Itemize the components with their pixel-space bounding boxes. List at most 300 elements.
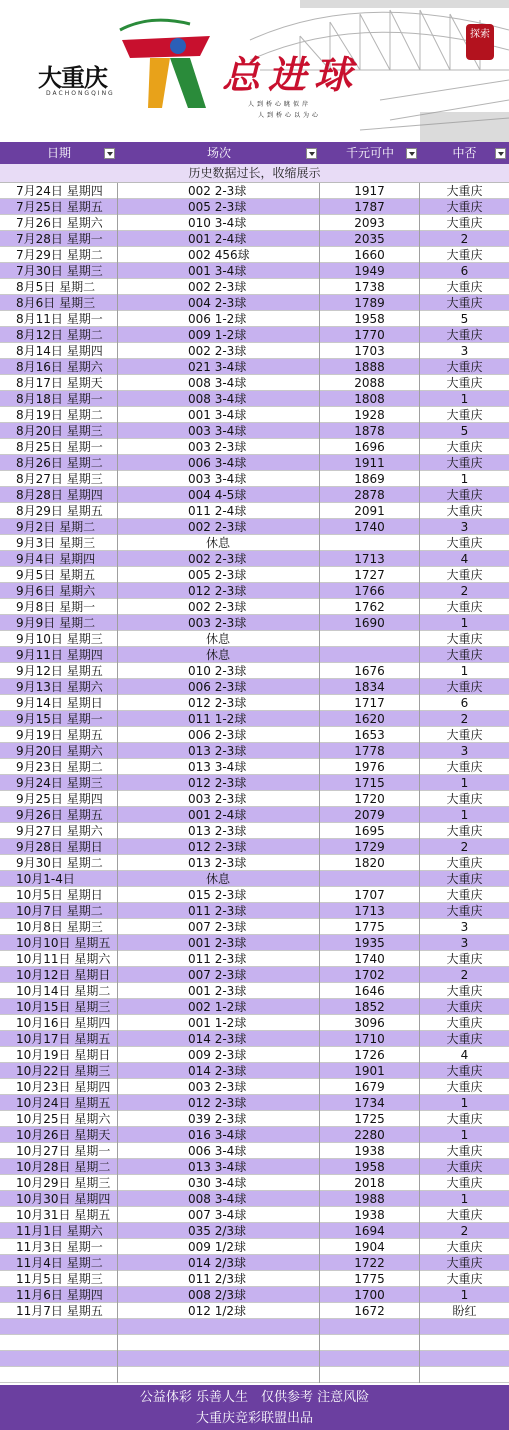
cell-date[interactable]: 10月8日 星期三 <box>0 919 118 935</box>
cell-date[interactable]: 7月30日 星期三 <box>0 263 118 279</box>
cell-match[interactable]: 001 2-3球 <box>118 983 320 999</box>
cell-date[interactable]: 10月19日 星期日 <box>0 1047 118 1063</box>
cell-match[interactable] <box>118 1351 320 1367</box>
cell-date[interactable]: 9月6日 星期六 <box>0 583 118 599</box>
cell-date[interactable]: 9月4日 星期四 <box>0 551 118 567</box>
cell-value[interactable]: 2018 <box>320 1175 420 1191</box>
cell-date[interactable]: 10月14日 星期二 <box>0 983 118 999</box>
cell-match[interactable]: 006 3-4球 <box>118 1143 320 1159</box>
table-row[interactable] <box>0 983 509 999</box>
cell-value[interactable] <box>320 535 420 551</box>
cell-value[interactable]: 1710 <box>320 1031 420 1047</box>
cell-result[interactable]: 大重庆 <box>446 1240 483 1254</box>
cell-result[interactable]: 大重庆 <box>446 680 483 694</box>
table-row[interactable] <box>0 1191 509 1207</box>
cell-value[interactable] <box>320 1319 420 1335</box>
cell-date[interactable]: 10月29日 星期三 <box>0 1175 118 1191</box>
table-row[interactable] <box>0 247 509 263</box>
cell-result[interactable]: 3 <box>460 344 469 358</box>
cell-date[interactable]: 9月14日 星期日 <box>0 695 118 711</box>
cell-match[interactable]: 007 2-3球 <box>118 919 320 935</box>
cell-date[interactable]: 10月10日 星期五 <box>0 935 118 951</box>
cell-match[interactable]: 003 2-3球 <box>118 1079 320 1095</box>
cell-match[interactable]: 014 2-3球 <box>118 1031 320 1047</box>
table-row[interactable] <box>0 999 509 1015</box>
cell-result[interactable]: 大重庆 <box>446 440 483 454</box>
cell-date[interactable]: 9月3日 星期三 <box>0 535 118 551</box>
cell-match[interactable]: 002 1-2球 <box>118 999 320 1015</box>
cell-value[interactable]: 1676 <box>320 663 420 679</box>
cell-value[interactable]: 1935 <box>320 935 420 951</box>
cell-date[interactable]: 9月24日 星期三 <box>0 775 118 791</box>
cell-date[interactable]: 11月1日 星期六 <box>0 1223 118 1239</box>
cell-value[interactable]: 1762 <box>320 599 420 615</box>
cell-match[interactable]: 休息 <box>118 871 320 887</box>
table-row[interactable] <box>0 343 509 359</box>
cell-match[interactable]: 002 2-3球 <box>118 519 320 535</box>
cell-result[interactable]: 1 <box>460 1128 469 1142</box>
cell-match[interactable]: 休息 <box>118 535 320 551</box>
table-row[interactable] <box>0 295 509 311</box>
cell-match[interactable]: 005 2-3球 <box>118 199 320 215</box>
cell-match[interactable]: 013 3-4球 <box>118 759 320 775</box>
cell-date[interactable]: 8月28日 星期四 <box>0 487 118 503</box>
cell-date[interactable]: 9月9日 星期二 <box>0 615 118 631</box>
cell-date[interactable]: 10月31日 星期五 <box>0 1207 118 1223</box>
cell-value[interactable]: 1679 <box>320 1079 420 1095</box>
cell-date[interactable]: 8月20日 星期三 <box>0 423 118 439</box>
table-row[interactable] <box>0 391 509 407</box>
cell-value[interactable]: 2878 <box>320 487 420 503</box>
cell-match[interactable]: 011 2/3球 <box>118 1271 320 1287</box>
table-row[interactable] <box>0 775 509 791</box>
cell-match[interactable]: 013 3-4球 <box>118 1159 320 1175</box>
cell-date[interactable]: 10月25日 星期六 <box>0 1111 118 1127</box>
table-row[interactable] <box>0 1079 509 1095</box>
cell-result[interactable]: 2 <box>460 584 469 598</box>
table-row[interactable] <box>0 967 509 983</box>
table-row[interactable] <box>0 1319 509 1335</box>
cell-value[interactable]: 1700 <box>320 1287 420 1303</box>
cell-value[interactable] <box>320 1367 420 1383</box>
table-row[interactable] <box>0 887 509 903</box>
cell-match[interactable]: 003 2-3球 <box>118 439 320 455</box>
table-row[interactable] <box>0 215 509 231</box>
table-row[interactable] <box>0 615 509 631</box>
cell-result[interactable]: 大重庆 <box>446 728 483 742</box>
cell-value[interactable]: 1869 <box>320 471 420 487</box>
cell-result[interactable]: 大重庆 <box>446 856 483 870</box>
cell-date[interactable]: 9月27日 星期六 <box>0 823 118 839</box>
cell-date[interactable]: 10月17日 星期五 <box>0 1031 118 1047</box>
cell-value[interactable] <box>320 1335 420 1351</box>
filter-dropdown-icon[interactable] <box>495 148 506 159</box>
cell-match[interactable]: 035 2/3球 <box>118 1223 320 1239</box>
cell-value[interactable]: 1888 <box>320 359 420 375</box>
table-row[interactable] <box>0 1063 509 1079</box>
cell-result[interactable]: 2 <box>460 1224 469 1238</box>
table-row[interactable] <box>0 631 509 647</box>
cell-result[interactable]: 3 <box>460 520 469 534</box>
cell-result[interactable]: 大重庆 <box>446 456 483 470</box>
cell-value[interactable]: 1702 <box>320 967 420 983</box>
cell-value[interactable]: 1703 <box>320 343 420 359</box>
table-row[interactable] <box>0 647 509 663</box>
cell-date[interactable]: 9月10日 星期三 <box>0 631 118 647</box>
cell-result[interactable]: 1 <box>460 472 469 486</box>
cell-result[interactable]: 大重庆 <box>446 280 483 294</box>
table-row[interactable] <box>0 407 509 423</box>
cell-match[interactable]: 012 2-3球 <box>118 1095 320 1111</box>
cell-match[interactable]: 003 2-3球 <box>118 615 320 631</box>
cell-match[interactable]: 002 456球 <box>118 247 320 263</box>
cell-result[interactable] <box>420 1319 509 1335</box>
cell-date[interactable]: 10月16日 星期四 <box>0 1015 118 1031</box>
cell-value[interactable]: 1653 <box>320 727 420 743</box>
cell-date[interactable]: 10月1-4日 <box>0 871 118 887</box>
table-row[interactable] <box>0 1303 509 1319</box>
cell-match[interactable]: 006 3-4球 <box>118 455 320 471</box>
cell-result[interactable]: 1 <box>460 808 469 822</box>
cell-value[interactable]: 1734 <box>320 1095 420 1111</box>
cell-date[interactable]: 11月4日 星期二 <box>0 1255 118 1271</box>
cell-result[interactable]: 5 <box>460 424 469 438</box>
cell-result[interactable]: 大重庆 <box>446 1176 483 1190</box>
cell-result[interactable]: 大重庆 <box>446 360 483 374</box>
cell-result[interactable]: 大重庆 <box>446 904 483 918</box>
table-row[interactable] <box>0 1223 509 1239</box>
table-row[interactable] <box>0 359 509 375</box>
cell-date[interactable]: 8月18日 星期一 <box>0 391 118 407</box>
cell-result[interactable]: 大重庆 <box>446 1032 483 1046</box>
table-row[interactable] <box>0 871 509 887</box>
cell-result[interactable]: 大重庆 <box>446 536 483 550</box>
cell-date[interactable]: 10月22日 星期三 <box>0 1063 118 1079</box>
cell-value[interactable]: 1834 <box>320 679 420 695</box>
cell-result[interactable]: 大重庆 <box>446 504 483 518</box>
cell-result[interactable]: 大重庆 <box>446 376 483 390</box>
table-row[interactable] <box>0 503 509 519</box>
cell-date[interactable]: 10月30日 星期四 <box>0 1191 118 1207</box>
cell-result[interactable]: 6 <box>460 696 469 710</box>
cell-result[interactable]: 大重庆 <box>446 248 483 262</box>
cell-date[interactable]: 8月19日 星期二 <box>0 407 118 423</box>
cell-match[interactable]: 010 3-4球 <box>118 215 320 231</box>
table-row[interactable] <box>0 1111 509 1127</box>
cell-date[interactable]: 8月27日 星期三 <box>0 471 118 487</box>
cell-value[interactable]: 1808 <box>320 391 420 407</box>
cell-match[interactable]: 013 2-3球 <box>118 743 320 759</box>
cell-result[interactable]: 大重庆 <box>446 200 483 214</box>
cell-match[interactable]: 009 2-3球 <box>118 1047 320 1063</box>
cell-match[interactable]: 012 2-3球 <box>118 775 320 791</box>
cell-match[interactable]: 001 2-3球 <box>118 935 320 951</box>
cell-result[interactable]: 1 <box>460 1192 469 1206</box>
cell-date[interactable]: 9月11日 星期四 <box>0 647 118 663</box>
filter-dropdown-icon[interactable] <box>104 148 115 159</box>
cell-date[interactable]: 9月19日 星期五 <box>0 727 118 743</box>
cell-date[interactable]: 10月12日 星期日 <box>0 967 118 983</box>
table-row[interactable] <box>0 423 509 439</box>
cell-match[interactable]: 001 2-4球 <box>118 807 320 823</box>
cell-date[interactable]: 10月26日 星期天 <box>0 1127 118 1143</box>
cell-match[interactable]: 010 2-3球 <box>118 663 320 679</box>
cell-value[interactable]: 1787 <box>320 199 420 215</box>
cell-value[interactable]: 1976 <box>320 759 420 775</box>
table-row[interactable] <box>0 439 509 455</box>
cell-match[interactable]: 012 2-3球 <box>118 695 320 711</box>
cell-value[interactable]: 1717 <box>320 695 420 711</box>
cell-result[interactable]: 2 <box>460 968 469 982</box>
cell-value[interactable]: 1775 <box>320 1271 420 1287</box>
cell-result[interactable]: 大重庆 <box>446 1256 483 1270</box>
cell-match[interactable] <box>118 1335 320 1351</box>
cell-date[interactable]: 10月7日 星期二 <box>0 903 118 919</box>
cell-value[interactable]: 1775 <box>320 919 420 935</box>
cell-date[interactable]: 10月27日 星期一 <box>0 1143 118 1159</box>
table-row[interactable] <box>0 231 509 247</box>
table-row[interactable] <box>0 1143 509 1159</box>
cell-value[interactable]: 1696 <box>320 439 420 455</box>
table-row[interactable] <box>0 311 509 327</box>
table-row[interactable] <box>0 519 509 535</box>
cell-date[interactable] <box>0 1335 118 1351</box>
cell-value[interactable]: 1726 <box>320 1047 420 1063</box>
cell-date[interactable]: 7月25日 星期五 <box>0 199 118 215</box>
cell-value[interactable]: 2035 <box>320 231 420 247</box>
cell-match[interactable]: 014 2/3球 <box>118 1255 320 1271</box>
cell-date[interactable]: 10月28日 星期二 <box>0 1159 118 1175</box>
table-row[interactable] <box>0 743 509 759</box>
cell-value[interactable]: 1646 <box>320 983 420 999</box>
cell-result[interactable]: 2 <box>460 840 469 854</box>
cell-match[interactable]: 015 2-3球 <box>118 887 320 903</box>
cell-result[interactable]: 3 <box>460 920 469 934</box>
cell-date[interactable]: 11月7日 星期五 <box>0 1303 118 1319</box>
table-row[interactable] <box>0 679 509 695</box>
table-row[interactable] <box>0 935 509 951</box>
table-row[interactable] <box>0 375 509 391</box>
cell-result[interactable]: 大重庆 <box>446 568 483 582</box>
table-row[interactable] <box>0 759 509 775</box>
table-row[interactable] <box>0 1271 509 1287</box>
cell-value[interactable]: 1713 <box>320 903 420 919</box>
cell-result[interactable]: 5 <box>460 312 469 326</box>
cell-match[interactable]: 030 3-4球 <box>118 1175 320 1191</box>
cell-value[interactable]: 1729 <box>320 839 420 855</box>
cell-date[interactable]: 9月20日 星期六 <box>0 743 118 759</box>
cell-date[interactable] <box>0 1319 118 1335</box>
cell-date[interactable]: 10月11日 星期六 <box>0 951 118 967</box>
cell-match[interactable]: 009 1/2球 <box>118 1239 320 1255</box>
cell-result[interactable]: 大重庆 <box>446 952 483 966</box>
table-row[interactable] <box>0 1367 509 1383</box>
table-row[interactable] <box>0 1159 509 1175</box>
cell-match[interactable]: 001 3-4球 <box>118 407 320 423</box>
cell-match[interactable]: 006 2-3球 <box>118 727 320 743</box>
table-row[interactable] <box>0 599 509 615</box>
cell-match[interactable]: 休息 <box>118 631 320 647</box>
cell-date[interactable]: 9月26日 星期五 <box>0 807 118 823</box>
table-row[interactable] <box>0 695 509 711</box>
table-row[interactable] <box>0 487 509 503</box>
cell-value[interactable]: 1789 <box>320 295 420 311</box>
cell-date[interactable]: 11月3日 星期一 <box>0 1239 118 1255</box>
cell-value[interactable]: 1904 <box>320 1239 420 1255</box>
table-row[interactable] <box>0 183 509 199</box>
cell-result[interactable]: 大重庆 <box>446 760 483 774</box>
cell-value[interactable]: 1727 <box>320 567 420 583</box>
cell-match[interactable]: 039 2-3球 <box>118 1111 320 1127</box>
table-row[interactable] <box>0 471 509 487</box>
cell-match[interactable]: 003 3-4球 <box>118 471 320 487</box>
cell-match[interactable]: 006 1-2球 <box>118 311 320 327</box>
cell-match[interactable]: 008 2/3球 <box>118 1287 320 1303</box>
table-row[interactable] <box>0 1239 509 1255</box>
table-row[interactable] <box>0 711 509 727</box>
cell-match[interactable]: 004 2-3球 <box>118 295 320 311</box>
cell-result[interactable]: 6 <box>460 264 469 278</box>
table-row[interactable] <box>0 855 509 871</box>
cell-result[interactable]: 大重庆 <box>446 184 483 198</box>
cell-match[interactable]: 011 2-4球 <box>118 503 320 519</box>
table-row[interactable] <box>0 1127 509 1143</box>
cell-value[interactable]: 1738 <box>320 279 420 295</box>
cell-match[interactable]: 007 3-4球 <box>118 1207 320 1223</box>
table-row[interactable] <box>0 1031 509 1047</box>
cell-result[interactable]: 2 <box>460 712 469 726</box>
cell-match[interactable] <box>118 1319 320 1335</box>
cell-result[interactable]: 大重庆 <box>446 1112 483 1126</box>
cell-date[interactable]: 9月28日 星期日 <box>0 839 118 855</box>
cell-value[interactable]: 2091 <box>320 503 420 519</box>
cell-value[interactable]: 1901 <box>320 1063 420 1079</box>
cell-result[interactable]: 1 <box>460 776 469 790</box>
table-row[interactable] <box>0 1047 509 1063</box>
table-row[interactable] <box>0 1351 509 1367</box>
cell-date[interactable]: 11月6日 星期四 <box>0 1287 118 1303</box>
cell-match[interactable]: 001 3-4球 <box>118 263 320 279</box>
cell-match[interactable]: 006 2-3球 <box>118 679 320 695</box>
table-row[interactable] <box>0 279 509 295</box>
cell-value[interactable]: 1695 <box>320 823 420 839</box>
table-row[interactable] <box>0 551 509 567</box>
cell-match[interactable]: 002 2-3球 <box>118 279 320 295</box>
cell-value[interactable] <box>320 1351 420 1367</box>
cell-result[interactable]: 大重庆 <box>446 1064 483 1078</box>
cell-result[interactable]: 3 <box>460 936 469 950</box>
cell-result[interactable]: 大重庆 <box>446 328 483 342</box>
cell-match[interactable]: 007 2-3球 <box>118 967 320 983</box>
cell-value[interactable]: 1740 <box>320 519 420 535</box>
table-row[interactable] <box>0 1207 509 1223</box>
cell-match[interactable]: 003 2-3球 <box>118 791 320 807</box>
cell-date[interactable] <box>0 1367 118 1383</box>
cell-match[interactable]: 013 2-3球 <box>118 855 320 871</box>
header-date[interactable] <box>0 142 118 164</box>
cell-result[interactable]: 大重庆 <box>446 1000 483 1014</box>
cell-match[interactable]: 008 3-4球 <box>118 1191 320 1207</box>
cell-match[interactable]: 011 1-2球 <box>118 711 320 727</box>
table-row[interactable] <box>0 1287 509 1303</box>
header-result[interactable] <box>420 142 509 164</box>
cell-result[interactable]: 1 <box>460 1288 469 1302</box>
table-row[interactable] <box>0 1335 509 1351</box>
cell-value[interactable]: 2088 <box>320 375 420 391</box>
cell-match[interactable]: 021 3-4球 <box>118 359 320 375</box>
table-row[interactable] <box>0 567 509 583</box>
table-row[interactable] <box>0 199 509 215</box>
table-row[interactable] <box>0 327 509 343</box>
cell-value[interactable]: 1958 <box>320 311 420 327</box>
table-row[interactable] <box>0 535 509 551</box>
table-row[interactable] <box>0 1255 509 1271</box>
cell-value[interactable]: 1938 <box>320 1207 420 1223</box>
cell-date[interactable]: 8月25日 星期一 <box>0 439 118 455</box>
table-row[interactable] <box>0 1015 509 1031</box>
cell-value[interactable]: 1928 <box>320 407 420 423</box>
header-value[interactable] <box>320 142 420 164</box>
cell-value[interactable]: 2280 <box>320 1127 420 1143</box>
cell-match[interactable]: 008 3-4球 <box>118 375 320 391</box>
cell-result[interactable]: 大重庆 <box>446 824 483 838</box>
cell-match[interactable]: 002 2-3球 <box>118 343 320 359</box>
cell-value[interactable]: 1722 <box>320 1255 420 1271</box>
cell-match[interactable]: 011 2-3球 <box>118 903 320 919</box>
cell-match[interactable]: 013 2-3球 <box>118 823 320 839</box>
cell-value[interactable]: 1820 <box>320 855 420 871</box>
cell-value[interactable]: 1770 <box>320 327 420 343</box>
cell-date[interactable]: 9月13日 星期六 <box>0 679 118 695</box>
table-row[interactable] <box>0 1175 509 1191</box>
cell-result[interactable]: 大重庆 <box>446 1016 483 1030</box>
cell-date[interactable]: 7月29日 星期二 <box>0 247 118 263</box>
cell-value[interactable]: 1740 <box>320 951 420 967</box>
table-row[interactable] <box>0 951 509 967</box>
cell-match[interactable]: 012 1/2球 <box>118 1303 320 1319</box>
table-row[interactable] <box>0 663 509 679</box>
cell-value[interactable]: 1694 <box>320 1223 420 1239</box>
cell-value[interactable]: 1938 <box>320 1143 420 1159</box>
cell-match[interactable]: 002 2-3球 <box>118 599 320 615</box>
cell-match[interactable]: 008 3-4球 <box>118 391 320 407</box>
cell-date[interactable]: 9月30日 星期二 <box>0 855 118 871</box>
cell-value[interactable]: 1672 <box>320 1303 420 1319</box>
cell-result[interactable]: 大重庆 <box>446 1080 483 1094</box>
cell-value[interactable]: 1690 <box>320 615 420 631</box>
cell-date[interactable]: 8月17日 星期天 <box>0 375 118 391</box>
cell-date[interactable]: 11月5日 星期三 <box>0 1271 118 1287</box>
cell-date[interactable]: 8月26日 星期二 <box>0 455 118 471</box>
cell-date[interactable]: 9月15日 星期一 <box>0 711 118 727</box>
table-row[interactable] <box>0 903 509 919</box>
cell-result[interactable] <box>420 1335 509 1351</box>
cell-date[interactable]: 10月15日 星期三 <box>0 999 118 1015</box>
cell-result[interactable]: 1 <box>460 664 469 678</box>
cell-date[interactable]: 8月5日 星期二 <box>0 279 118 295</box>
cell-date[interactable]: 9月8日 星期一 <box>0 599 118 615</box>
cell-result[interactable]: 大重庆 <box>446 792 483 806</box>
cell-date[interactable]: 9月25日 星期四 <box>0 791 118 807</box>
cell-value[interactable]: 2093 <box>320 215 420 231</box>
cell-result[interactable]: 1 <box>460 1096 469 1110</box>
header-match[interactable] <box>118 142 320 164</box>
cell-match[interactable]: 001 1-2球 <box>118 1015 320 1031</box>
cell-date[interactable]: 8月29日 星期五 <box>0 503 118 519</box>
table-row[interactable] <box>0 263 509 279</box>
cell-match[interactable]: 004 4-5球 <box>118 487 320 503</box>
cell-match[interactable]: 001 2-4球 <box>118 231 320 247</box>
